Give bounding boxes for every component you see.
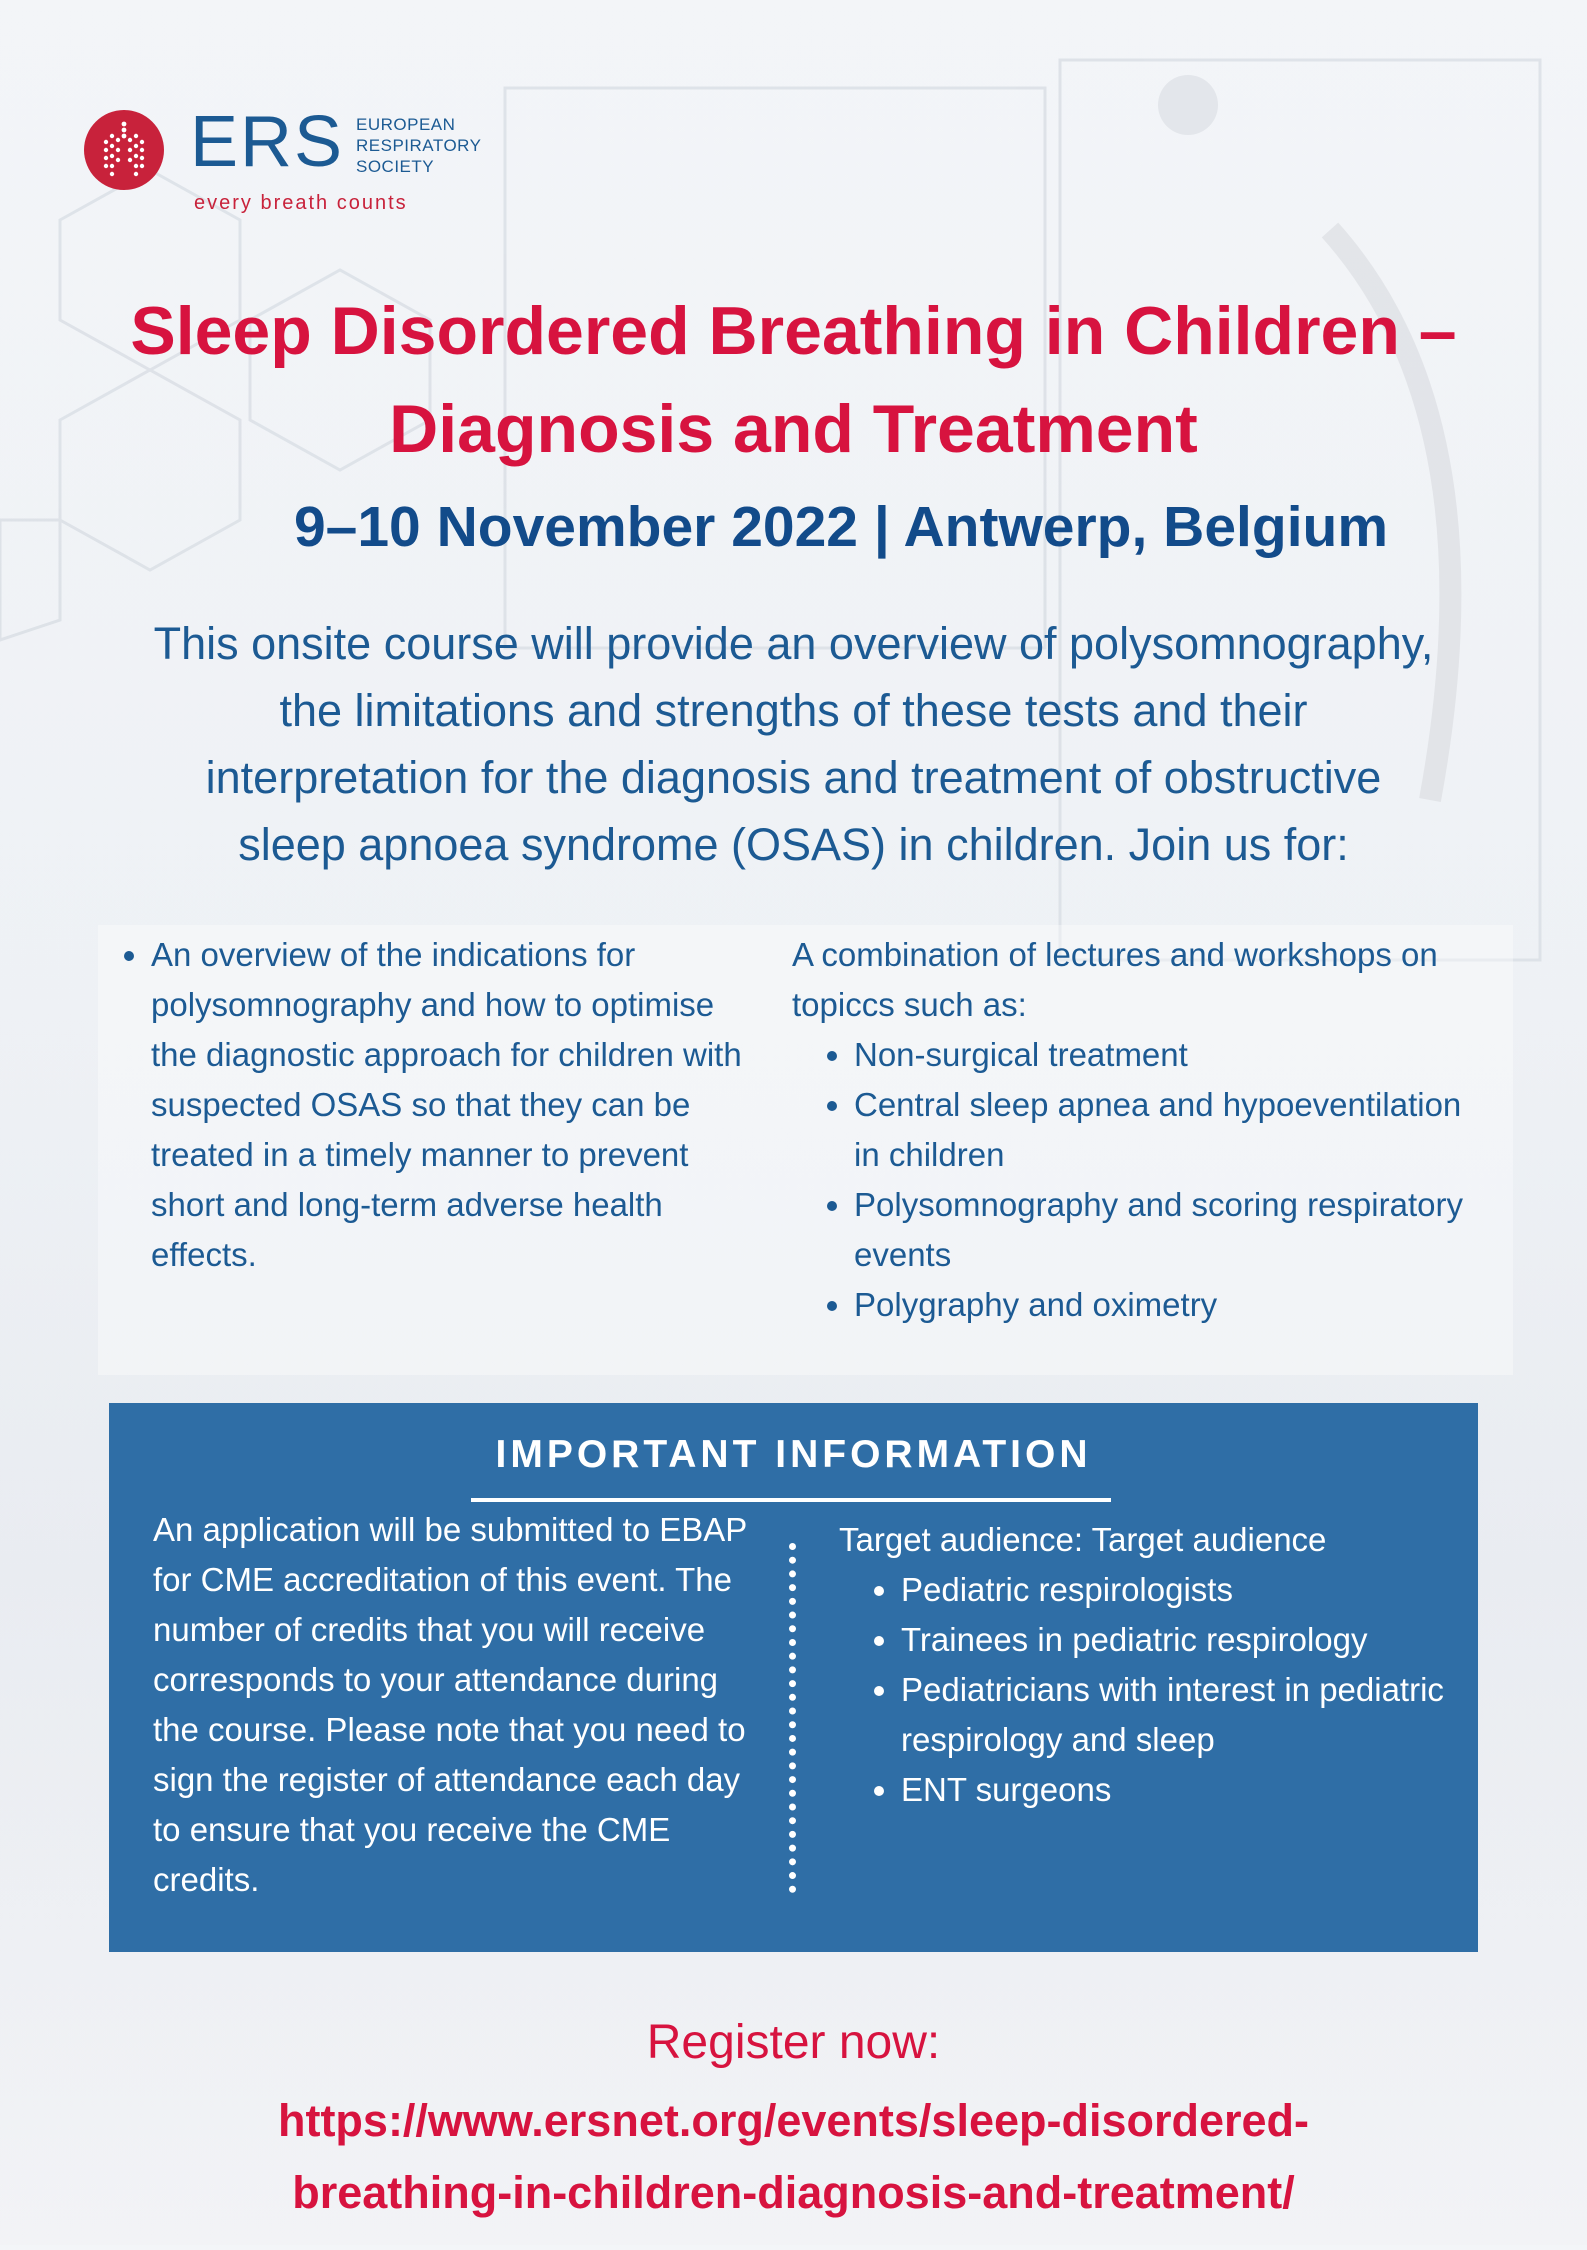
- logo-full-name: EUROPEAN RESPIRATORY SOCIETY: [356, 115, 482, 176]
- list-item: • Non-surgical treatment: [854, 1030, 1492, 1080]
- logo-abbr: ERS: [190, 102, 345, 182]
- topics-column: [792, 930, 1492, 1330]
- divider: [471, 1498, 1111, 1502]
- intro-line: This onsite course will provide an overview of polysomnography,: [153, 618, 1434, 669]
- audience-section: [839, 1515, 1459, 1815]
- intro-line: sleep apnoea syndrome (OSAS) in children. Join us for:: [238, 819, 1349, 870]
- cme-text: An application will be submitted to EBAP for CME accreditation of this event. The number of credits that you will receive corresponds to your attendance during the course. Please note that you need to sign the register of attendance each day to ensure that you receive the CME credits.: [153, 1511, 747, 1898]
- info-heading: IMPORTANT INFORMATION: [495, 1433, 1092, 1476]
- course-intro: [0, 610, 1587, 878]
- event-date-location: 9–10 November 2022 | Antwerp, Belgium: [293, 495, 1389, 559]
- lungs-icon: [84, 110, 164, 190]
- ers-logo[interactable]: [84, 104, 504, 216]
- list-item: • ENT surgeons: [901, 1765, 1459, 1815]
- register-link[interactable]: [0, 2085, 1587, 2229]
- list-item: • Polygraphy and oximetry: [854, 1280, 1492, 1330]
- list-item: • Pediatricians with interest in pediatric respirology and sleep: [901, 1665, 1459, 1765]
- important-information-box: [109, 1403, 1478, 1952]
- register-url-line[interactable]: https://www.ersnet.org/events/sleep-disordered-: [277, 2095, 1310, 2146]
- audience-list: [839, 1565, 1459, 1815]
- register-url-line[interactable]: breathing-in-children-diagnosis-and-treatment/: [292, 2167, 1295, 2218]
- topics-list: [792, 1030, 1492, 1330]
- logo-tagline: every breath counts: [194, 192, 408, 214]
- list-item: • Trainees in pediatric respirology: [901, 1615, 1459, 1665]
- intro-line: the limitations and strengths of these tests and their: [279, 685, 1308, 736]
- title-line: Diagnosis and Treatment: [389, 391, 1198, 467]
- intro-line: interpretation for the diagnosis and treatment of obstructive: [205, 752, 1382, 803]
- audience-label: Target audience: Target audience: [839, 1521, 1327, 1558]
- dotted-divider: [789, 1543, 796, 1893]
- list-item: • Pediatric respirologists: [901, 1565, 1459, 1615]
- topics-intro: A combination of lectures and workshops on topiccs such as:: [792, 936, 1438, 1023]
- overview-list: [118, 930, 758, 1280]
- list-item: • Central sleep apnea and hypoeventilation in children: [854, 1080, 1492, 1180]
- list-item: • An overview of the indications for polysomnography and how to optimise the diagnostic approach for children with suspected OSAS so that they can be treated in a timely manner to prevent short and long-term adverse health effects.: [151, 930, 758, 1280]
- register-label: Register now:: [646, 2016, 941, 2069]
- event-title: [0, 282, 1587, 478]
- title-line: Sleep Disordered Breathing in Children –: [130, 293, 1457, 369]
- list-item: • Polysomnography and scoring respiratory events: [854, 1180, 1492, 1280]
- overview-column: [118, 930, 758, 1280]
